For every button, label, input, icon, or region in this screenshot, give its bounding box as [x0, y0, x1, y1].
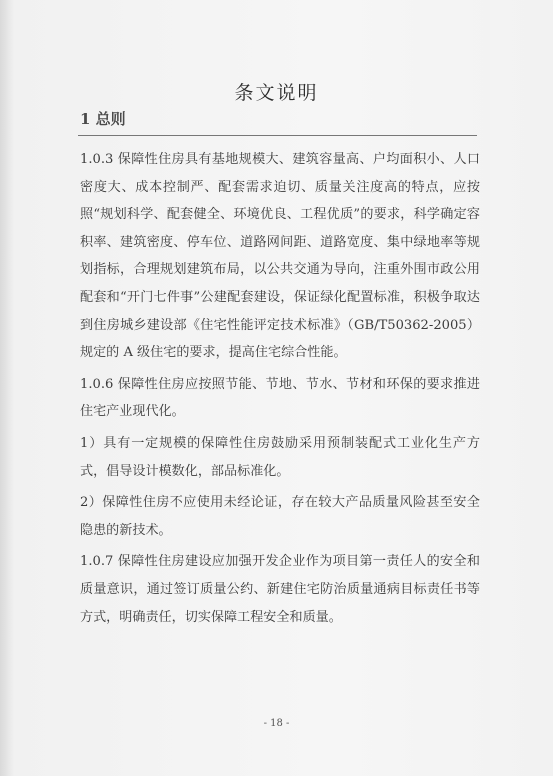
paragraph-1-0-7: 1.0.7 保障性住房建设应加强开发企业作为项目第一责任人的安全和质量意识，通过签订质量公约、新建住宅防治质量通病目标责任书等方式，明确责任，切实保障工程安全和质量。	[80, 554, 480, 625]
paragraph-1-0-3: 1.0.3 保障性住房具有基地规模大、建筑容量高、户均面积小、人口密度大、成本控制严、配套需求迫切、质量关注度高的特点，应按照“规划科学、配套健全、环境优良、工程优质”的要求，科学确定容积率、建筑密度、停车位、道路网间距、道路宽度、集中绿地率等规划指标，合理规划建筑布局，以公共交通为导向，注重外围市政公用配套和“开门七件事”公建配套建设，保证绿化配置标准，积极争取达到住房城乡建设部《住宅性能评定技术标准》（GB/T50362-2005）规定的 A 级住宅的要求，提高住宅综合性能。	[80, 152, 480, 361]
body-text	[80, 146, 480, 635]
page-title: 条文说明	[234, 82, 319, 104]
heading-divider	[78, 135, 477, 136]
section-heading: 1 总则	[80, 110, 126, 128]
page-number: - 18 -	[263, 718, 290, 729]
paragraph-item-2: 2）保障性住房不应使用未经论证，存在较大产品质量风险甚至安全隐患的新技术。	[80, 495, 480, 538]
paragraph-1-0-6: 1.0.6 保障性住房应按照节能、节地、节水、节材和环保的要求推进住宅产业现代化。	[80, 376, 480, 420]
paragraph-item-1: 1）具有一定规模的保障性住房鼓励采用预制装配式工业化生产方式，倡导设计模数化，部品标准化。	[80, 435, 480, 479]
